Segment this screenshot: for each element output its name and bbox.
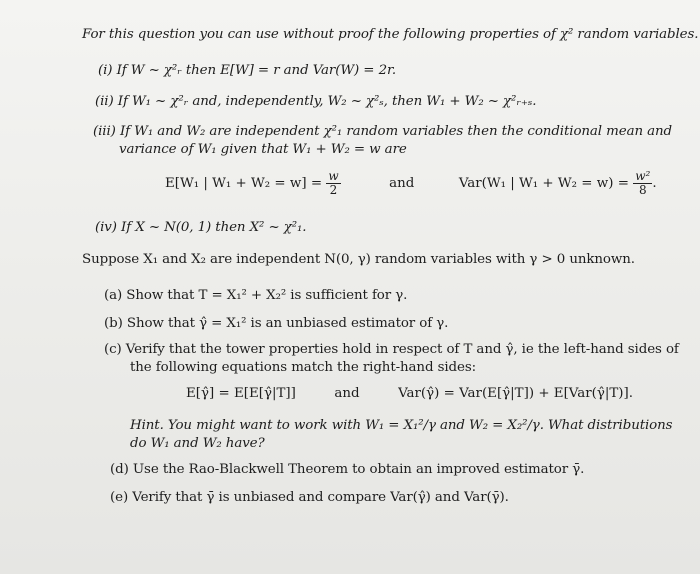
part-c-line2: the following equations match the right-hand sides:	[130, 360, 477, 375]
hint-line1: Hint. You might want to work with W₁ = X₁²/γ and W₂ = X₂²/γ. What distributions	[130, 418, 673, 433]
part-a: (a) Show that T = X₁² + X₂² is sufficient for γ.	[104, 288, 408, 303]
fraction-numerator: w	[328, 169, 339, 183]
conditional-variance-lhs: Var(W₁ | W₁ + W₂ = w) =	[458, 176, 629, 191]
part-e: (e) Verify that γ̄ is unbiased and compare Var(γ̂) and Var(γ̄).	[110, 490, 509, 505]
tower-equations	[186, 386, 633, 401]
fraction-numerator: w²	[635, 169, 651, 183]
property-iii-line2: variance of W₁ given that W₁ + W₂ = w are	[119, 142, 407, 157]
tower-variance-equation: Var(γ̂) = Var(E[γ̂|T]) + E[Var(γ̂|T)].	[398, 386, 633, 401]
property-ii: (ii) If W₁ ~ χ²ᵣ and, independently, W₂ ~ χ²ₛ, then W₁ + W₂ ~ χ²ᵣ₊ₛ.	[95, 94, 537, 109]
intro-text: For this question you can use without proof the following properties of χ² random variables.	[82, 27, 699, 42]
conditional-variance-fraction	[633, 170, 652, 197]
fraction-denominator: 8	[638, 183, 647, 197]
equation-and: and	[334, 386, 360, 401]
part-b: (b) Show that γ̂ = X₁² is an unbiased estimator of γ.	[104, 316, 449, 331]
suppose-text: Suppose X₁ and X₂ are independent N(0, γ) random variables with γ > 0 unknown.	[82, 252, 635, 267]
tower-mean-equation: E[γ̂] = E[E[γ̂|T]]	[186, 386, 296, 401]
property-iii-line1: (iii) If W₁ and W₂ are independent χ²₁ random variables then the conditional mean and	[93, 124, 673, 139]
conditional-mean-lhs: E[W₁ | W₁ + W₂ = w] =	[165, 176, 323, 191]
equation-and: and	[389, 176, 415, 191]
conditional-mean-fraction	[326, 170, 340, 197]
hint-line2: do W₁ and W₂ have?	[130, 436, 265, 451]
property-iv: (iv) If X ~ N(0, 1) then X² ~ χ²₁.	[95, 220, 307, 235]
part-c-line1: (c) Verify that the tower properties hold in respect of T and γ̂, ie the left-hand sides of	[104, 342, 679, 357]
property-i: (i) If W ~ χ²ᵣ then E[W] = r and Var(W) = 2r.	[98, 63, 396, 78]
fraction-denominator: 2	[329, 183, 338, 197]
property-iii-equations: E[W₁ | W₁ + W₂ = w] = $\frac{w}{2}$ and Var(W₁ | W₁ + W₂ = w) = $\frac{\text{w²}}{8}$ .	[165, 169, 657, 197]
part-d: (d) Use the Rao-Blackwell Theorem to obtain an improved estimator γ̄.	[110, 462, 585, 477]
